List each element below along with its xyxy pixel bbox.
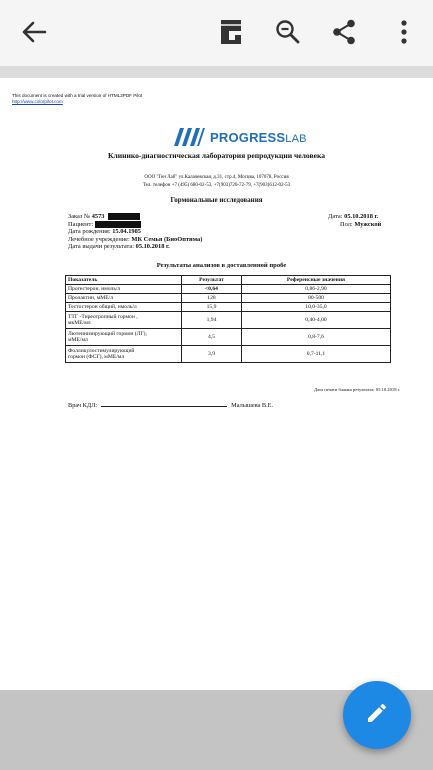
order-row: Заказ № 4573 [68,213,202,221]
toolbar-shadow-band [0,66,433,78]
reading-mode-icon [220,19,242,45]
zoom-out-icon [275,19,301,45]
order-number: 4573 [91,213,105,220]
issue-date: 05.10.2018 г. [135,243,170,251]
zoom-button[interactable] [266,10,310,54]
row-indicator: Пролактин, мМЕ/л [66,294,182,303]
header-result: Результат [182,276,242,285]
table-row [66,303,391,312]
birth-row: Дата рождения: 15.04.1985 [68,228,141,236]
edit-pencil-icon [365,701,389,730]
redaction [108,213,140,220]
table-row [66,285,391,294]
header-reference: Референсные значения [242,276,391,285]
date-row: Дата: 05.10.2018 г. [328,213,379,220]
row-result: 128 [182,294,242,303]
edit-fab-button[interactable] [343,681,411,749]
more-options-button[interactable] [382,10,426,54]
row-indicator: Прогестерон, нмоль/л [66,285,182,294]
trial-link[interactable]: http://www.colorpilot.com [12,99,63,104]
trial-notice [12,93,142,105]
doctor-signature-row [68,401,273,409]
lab-logo [172,126,307,148]
row-result: <0,64 [182,285,242,294]
row-reference: 0,40-4,00 [242,312,391,329]
print-date: Дата печати бланка результата: 05.10.2018 г. [314,387,401,392]
section-title: Гормональные исследования [170,196,263,204]
sex-value: Мужской [354,221,382,229]
lab-title: Клинико-диагностическая лаборатория репродукции человека [107,151,326,160]
share-button[interactable] [322,10,366,54]
row-result: 4,5 [182,329,242,346]
table-row [66,294,391,303]
header-indicator: Показатель [66,276,182,285]
patient-row: Пациент: [68,221,202,229]
sex-row: Пол: Мужской [340,221,382,229]
document-page[interactable] [0,78,433,690]
doctor-label: Врач КДЛ: [68,402,98,409]
table-header-row [66,276,391,285]
row-result: 1,94 [182,312,242,329]
row-indicator: Фолликулостимулирующий гормон (ФСГ), мМЕ/мл [66,346,182,363]
row-reference: 0,8-7,6 [242,329,391,346]
back-button[interactable] [12,10,56,54]
row-indicator: Тестостерон общий, нмоль/л [66,303,182,312]
results-title: Результаты анализов в доставленной пробе [156,262,287,269]
row-indicator: ТТГ -Тиреотропный гормон , мкМЕ/мл [66,312,182,329]
table-row [66,312,391,329]
back-arrow-icon [21,21,47,43]
lab-logo-mark-icon [172,127,206,147]
lab-address: ООО "Ген Лаб" ул.Калачевская, д.31, стр.4, Москва, 107078, Россия [144,175,289,180]
share-icon [332,19,356,45]
row-result: 15,9 [182,303,242,312]
institution-name: МК Семья (БиоОптима) [131,235,203,243]
date-sex-info [328,213,381,230]
signature-line [101,401,227,407]
table-row [66,346,391,363]
top-app-bar [0,0,433,66]
reading-mode-button[interactable] [209,10,253,54]
logo-brand: PROGRESSLAB [210,129,307,145]
row-reference: 80-500 [242,294,391,303]
row-indicator: Лютеинизирующий гормон (ЛГ), мМЕ/мл [66,329,182,346]
patient-info [68,213,202,251]
lab-contacts [0,174,433,189]
results-table [65,275,391,363]
logo-lab: LAB [285,132,307,145]
birth-date: 15.04.1985 [112,228,141,236]
row-result: 3,9 [182,346,242,363]
doctor-name: Малышева В.Е. [231,402,274,409]
institution-row: Лечебное учреждение: МК Семья (БиоОптима) [68,235,203,243]
row-reference: 0,7-11,1 [242,346,391,363]
trial-notice-text: This document is created with a trial version of HTML2PDF Pilot [12,93,143,98]
lab-phones: Тел. телефон +7 (495) 680-02-53, +7(903)720-72-79, +7(903)612-02-53 [142,182,291,188]
row-reference: 10,0-35,0 [242,303,391,312]
table-row [66,329,391,346]
more-vertical-icon [400,19,408,45]
issue-row: Дата выдачи результата: 05.10.2018 г. [68,243,170,251]
redaction [95,221,141,228]
report-date: 05.10.2018 г. [344,213,379,220]
row-reference: 0,86-2,90 [242,285,391,294]
